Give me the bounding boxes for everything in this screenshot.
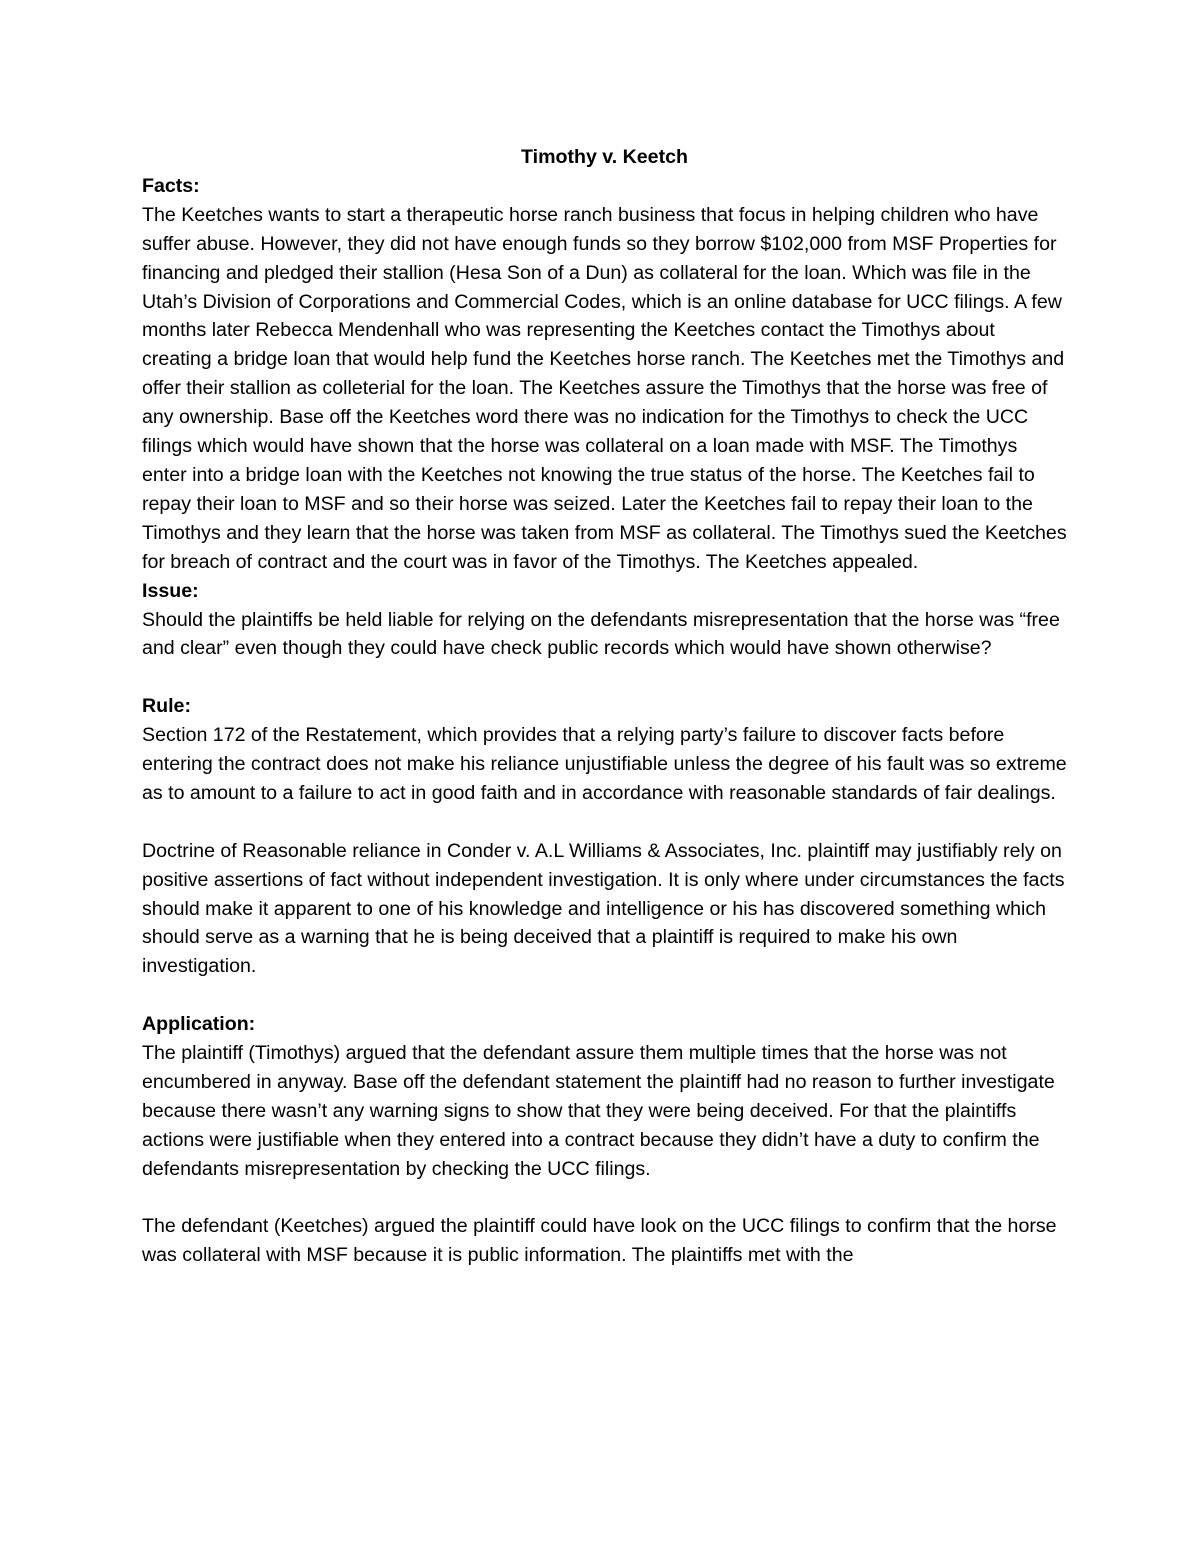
spacer xyxy=(142,1184,1067,1213)
rule-paragraph-restatement: Section 172 of the Restatement, which provides that a relying party’s failure to discover facts before entering the contract does not make his reliance unjustifiable unless the degree of his fault was so extreme as to amount to a failure to act in good faith and in accordance with reasonable standards of fair dealings. xyxy=(142,724,1067,804)
application-paragraph-plaintiff: The plaintiff (Timothys) argued that the defendant assure them multiple times that the horse was not encumbered in anyway. Base off the defendant statement the plaintiff had no reason to further investigate because there wasn’t any warning signs to show that they were being deceived. For that the plaintiffs actions were justifiable when they entered into a contract because they didn’t have a duty to confirm the defendants misrepresentation by checking the UCC filings. xyxy=(142,1042,1055,1180)
facts-paragraph: The Keetches wants to start a therapeutic horse ranch business that focus in helping children who have suffer abuse. However, they did not have enough funds so they borrow $102,000 from MSF Properties for financing and pledged their stallion (Hesa Son of a Dun) as collateral for the loan. Which was file in the Utah’s Division of Corporations and Commercial Codes, which is an online database for UCC filings. A few months later Rebecca Mendenhall who was representing the Keetches contact the Timothys about creating a bridge loan that would help fund the Keetches horse ranch. The Keetches met the Timothys and offer their stallion as colleterial for the loan. The Keetches assure the Timothys that the horse was free of any ownership. Base off the Keetches word there was no indication for the Timothys to check the UCC filings which would have shown that the horse was collateral on a loan made with MSF. The Timothys enter into a bridge loan with the Keetches not knowing the true status of the horse. The Keetches fail to repay their loan to MSF and so their horse was seized. Later the Keetches fail to repay their loan to the Timothys and they learn that the horse was taken from MSF as collateral. The Timothys sued the Keetches for breach of contract and the court was in favor of the Timothys. The Keetches appealed. xyxy=(142,203,1067,573)
spacer xyxy=(142,808,1067,837)
rule-heading: Rule: xyxy=(142,695,191,718)
spacer xyxy=(142,663,1067,692)
facts-heading: Facts: xyxy=(142,174,200,197)
document-title: Timothy v. Keetch xyxy=(521,146,688,168)
issue-heading: Issue: xyxy=(142,579,199,602)
rule-paragraph-conder: Doctrine of Reasonable reliance in Conder v. A.L Williams & Associates, Inc. plaintiff may justifiably rely on positive assertions of fact without independent investigation. It is only where under circumstances the facts should make it apparent to one of his knowledge and intelligence or his has discovered something which should serve as a warning that he is being deceived that a plaintiff is required to make his own investigation. xyxy=(142,839,1065,978)
application-paragraph-defendant: The defendant (Keetches) argued the plaintiff could have look on the UCC filings to confirm that the horse was collateral with MSF because it is public information. The plaintiffs met with the xyxy=(142,1215,1057,1267)
application-heading: Application: xyxy=(142,1013,256,1036)
document-body xyxy=(142,143,1067,1270)
issue-paragraph: Should the plaintiffs be held liable for relying on the defendants misrepresentation that the horse was “free and clear” even though they could have check public records which would have shown otherwise? xyxy=(142,608,1060,660)
spacer xyxy=(142,981,1067,1010)
